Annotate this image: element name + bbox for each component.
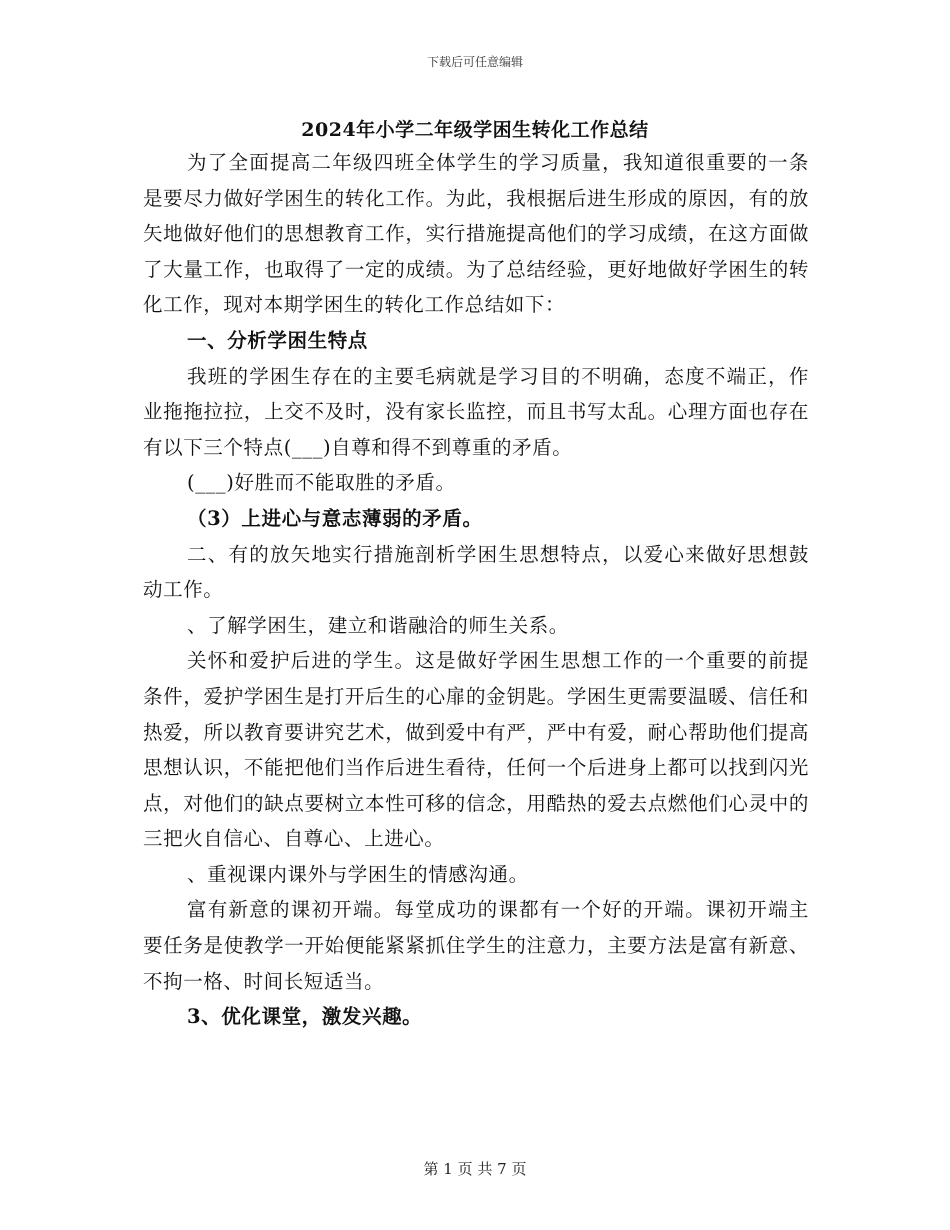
paragraph-lesson-opening: 富有新意的课初开端。每堂成功的课都有一个好的开端。课初开端主要任务是使教学一开始便能紧紧抓住学生的注意力，主要方法是富有新意、不拘一格、时间长短适当。 [143,898,809,993]
paragraph-intro: 为了全面提高二年级四班全体学生的学习质量，我知道很重要的一条是要尽力做好学困生的转化工作。为此，我根据后进生形成的原因，有的放矢地做好他们的思想教育工作，实行措施提高他们的学习成绩，在这方面做了大量工作，也取得了一定的成绩。为了总结经验，更好地做好学困生的转化工作，现对本期学困生的转化工作总结如下： [143,151,809,317]
paragraph-communication: 、重视课内课外与学困生的情感沟通。 [187,862,529,886]
paragraph-point-2: (___)好胜而不能取胜的矛盾。 [187,471,456,495]
paragraph-measures: 二、有的放矢地实行措施剖析学困生思想特点，以爱心来做好思想鼓动工作。 [143,542,809,602]
paragraph-characteristics: 我班的学困生存在的主要毛病就是学习目的不明确，态度不端正，作业拖拖拉拉，上交不及时，没有家长监控，而且书写太乱。心理方面也存在有以下三个特点(___)自尊和得不到尊重的矛盾。 [143,364,809,459]
document-body [143,145,809,1035]
heading-analysis: 一、分析学困生特点 [187,328,368,352]
page-footer: 第 1 页 共 7 页 [423,1160,527,1178]
paragraph-care: 关怀和爱护后进的学生。这是做好学困生思想工作的一个重要的前提条件，爱护学困生是打开后生的心扉的金钥匙。学困生更需要温暖、信任和热爱，所以教育要讲究艺术，做到爱中有严，严中有爱，耐心帮助他们提高思想认识，不能把他们当作后进生看待，任何一个后进身上都可以找到闪光点，对他们的缺点要树立本性可移的信念，用酷热的爱去点燃他们心灵中的三把火自信心、自尊心、上进心。 [143,649,809,851]
document-title: 2024年小学二年级学困生转化工作总结 [301,119,649,141]
heading-point-3: （3）上进心与意志薄弱的矛盾。 [187,506,483,530]
paragraph-understand: 、了解学困生，建立和谐融洽的师生关系。 [187,613,569,637]
heading-optimize-class: 3、优化课堂，激发兴趣。 [187,1005,423,1029]
header-note: 下载后可任意编辑 [426,55,523,69]
